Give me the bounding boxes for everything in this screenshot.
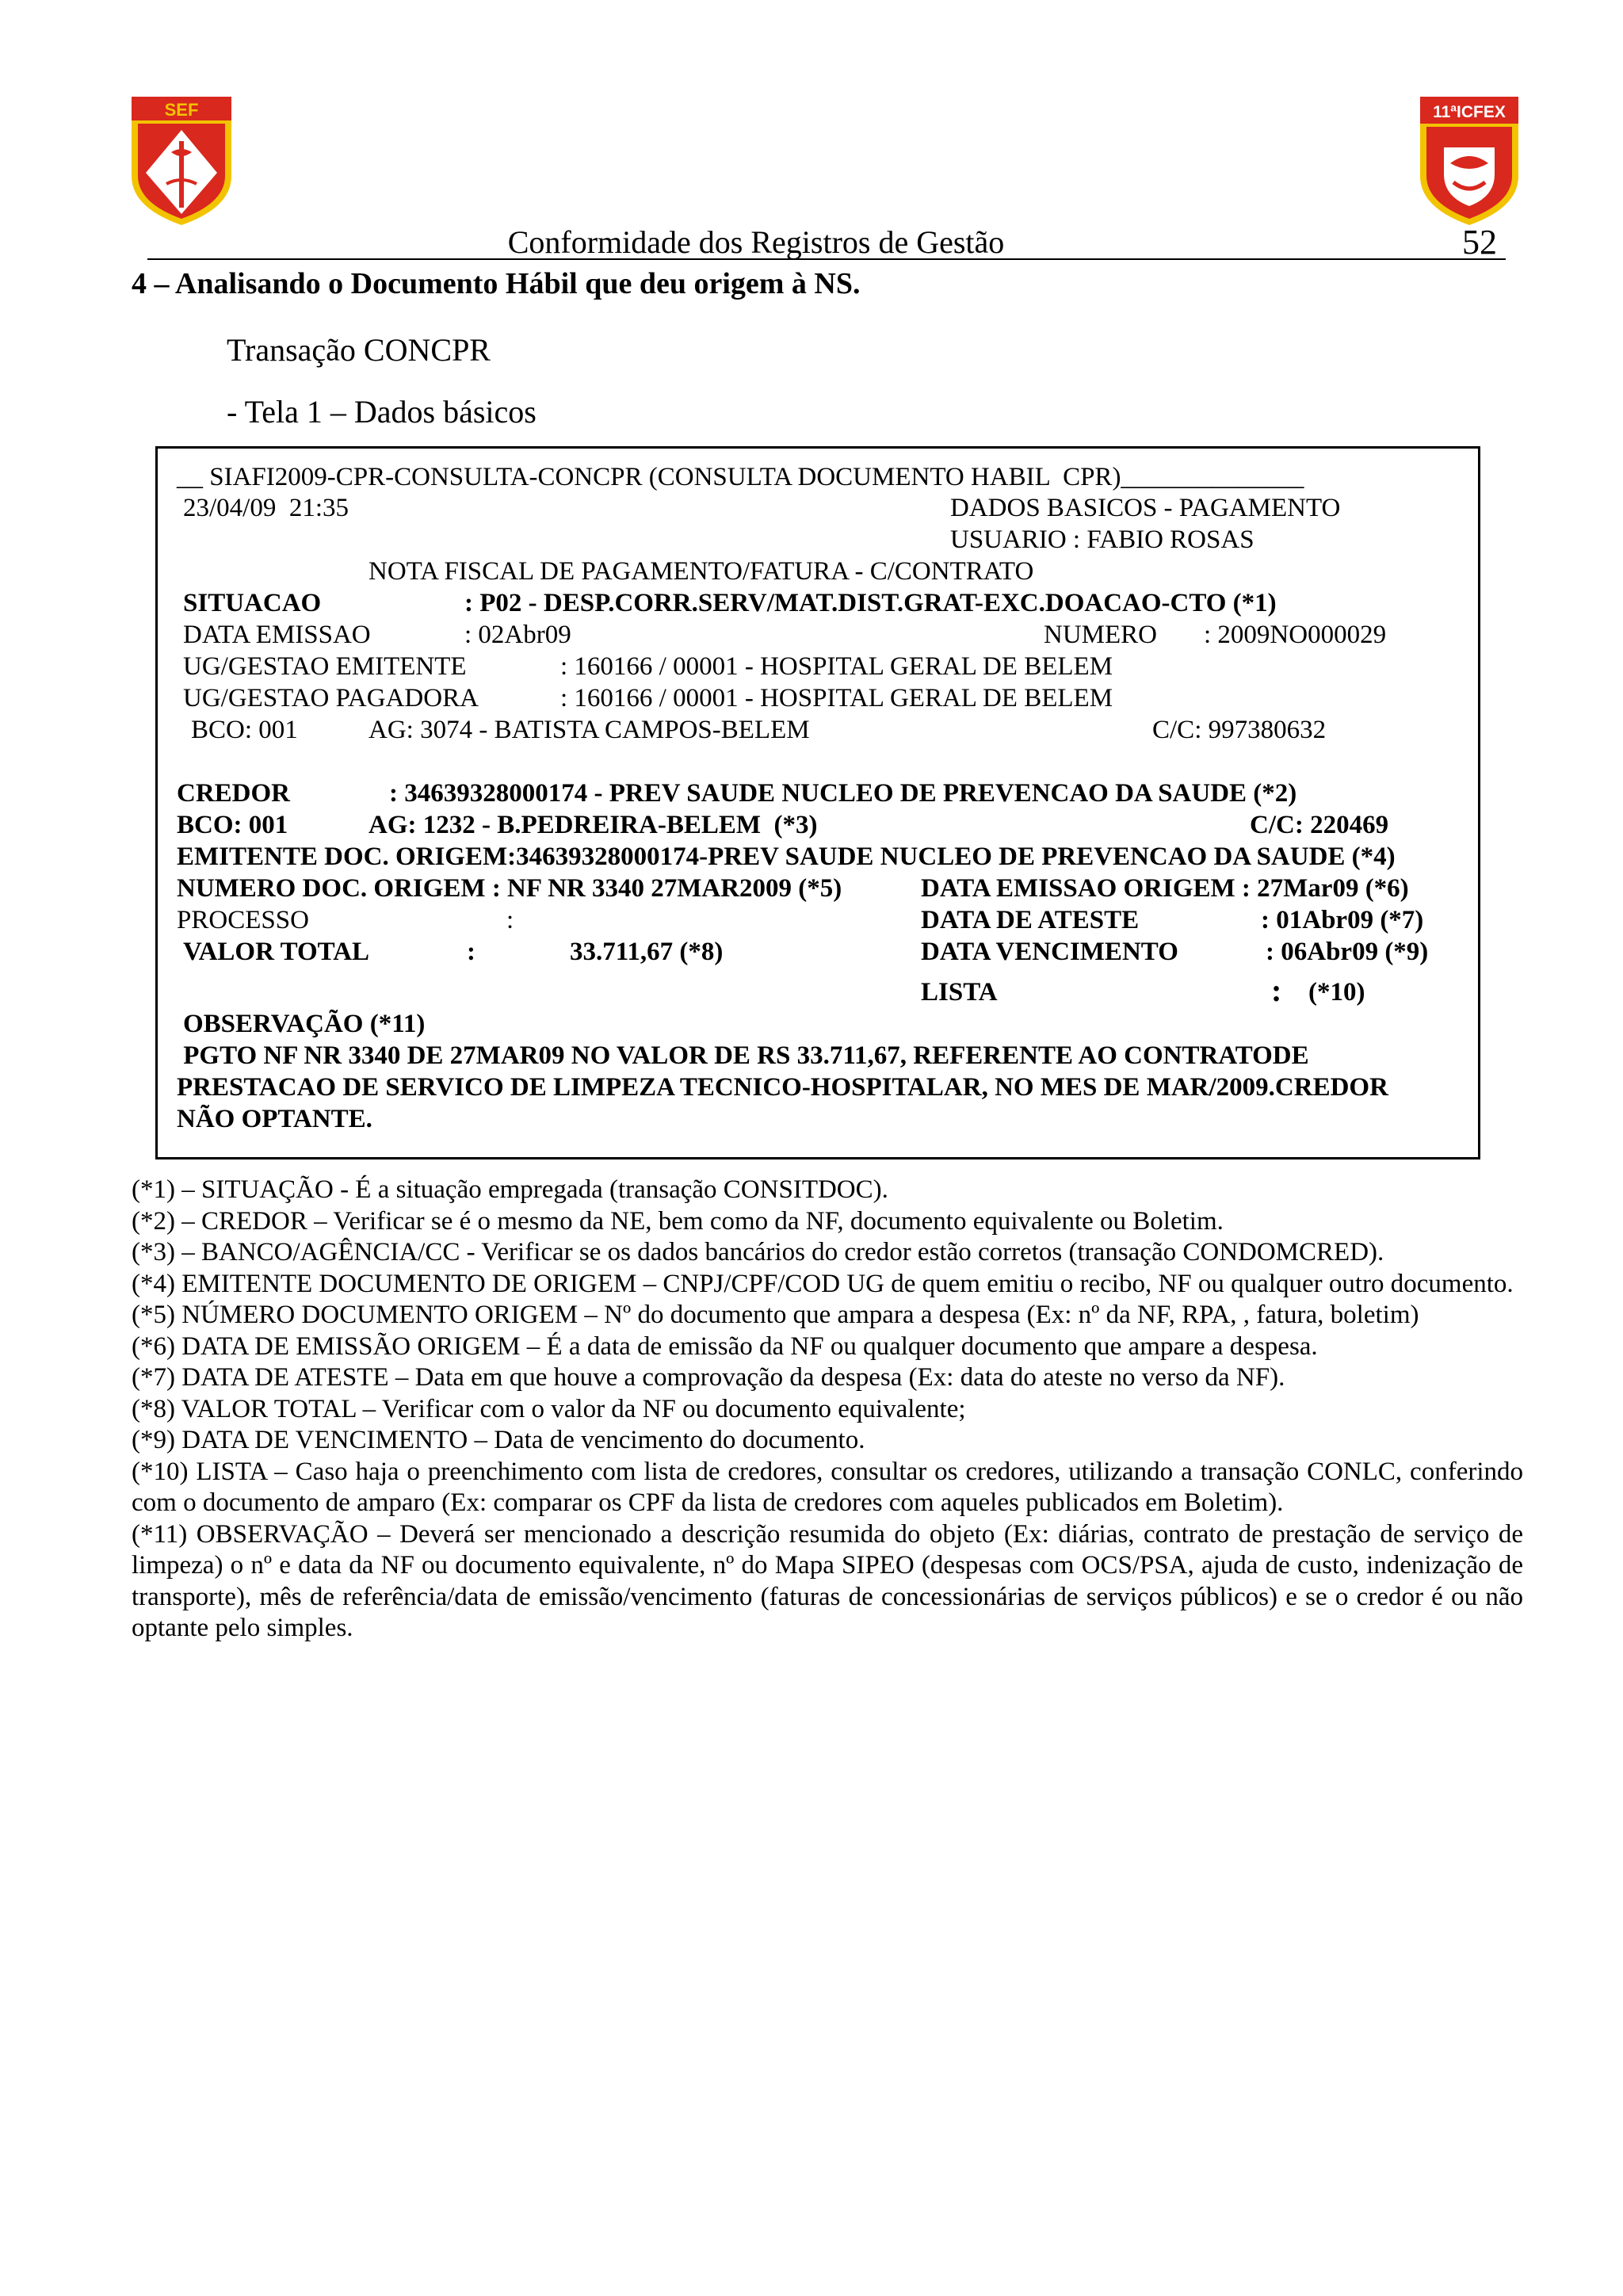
siafi-screen <box>155 446 1480 1159</box>
data-vencimento-value: : 06Abr09 (*9) <box>1266 938 1429 966</box>
lista-colon: : <box>1271 972 1282 1008</box>
bco-2: BCO: 001 <box>177 811 288 839</box>
header-rule <box>147 258 1506 260</box>
observacao-line-1: PGTO NF NR 3340 DE 27MAR09 NO VALOR DE RS 33.711,67, REFERENTE AO CONTRATODE <box>177 1041 1309 1070</box>
ug-pagadora-value: : 160166 / 00001 - HOSPITAL GERAL DE BELEM <box>560 684 1113 712</box>
valor-total-value: 33.711,67 (*8) <box>570 938 724 966</box>
valor-total-label: VALOR TOTAL <box>183 938 370 966</box>
numero-value: : 2009NO000029 <box>1204 621 1387 649</box>
ug-emitente-value: : 160166 / 00001 - HOSPITAL GERAL DE BELEM <box>560 652 1113 681</box>
screen-label: - Tela 1 – Dados básicos <box>227 394 537 430</box>
ag-1: AG: 3074 - BATISTA CAMPOS-BELEM <box>369 716 810 744</box>
note-1: (*1) – SITUAÇÃO - É a situação empregada (transação CONSITDOC). <box>132 1175 888 1204</box>
credor-label: CREDOR <box>177 779 291 808</box>
dados-basicos: DADOS BASICOS - PAGAMENTO <box>950 494 1341 522</box>
note-4: (*4) EMITENTE DOCUMENTO DE ORIGEM – CNPJ/CPF/COD UG de quem emitiu o recibo, NF ou qualquer outro documento. <box>132 1269 1514 1298</box>
cc-1: C/C: 997380632 <box>1152 716 1327 744</box>
page-number: 52 <box>1462 223 1497 262</box>
notes-list <box>132 1175 1523 1645</box>
credor-value: : 34639328000174 - PREV SAUDE NUCLEO DE PREVENCAO DA SAUDE (*2) <box>389 779 1297 808</box>
data-ateste-value: : 01Abr09 (*7) <box>1261 906 1424 934</box>
note-2: (*2) – CREDOR – Verificar se é o mesmo da NE, bem como da NF, documento equivalente ou Boletim. <box>132 1206 1224 1236</box>
note-7: (*7) DATA DE ATESTE – Data em que houve a comprovação da despesa (Ex: data do ateste no verso da NF). <box>132 1363 1285 1392</box>
screen-datetime: 23/04/09 21:35 <box>183 494 349 522</box>
data-ateste-label: DATA DE ATESTE <box>921 906 1140 934</box>
observacao-line-3: NÃO OPTANTE. <box>177 1105 372 1133</box>
icfex-crest-logo <box>1420 97 1518 225</box>
numero-label: NUMERO <box>1044 621 1158 649</box>
note-9: (*9) DATA DE VENCIMENTO – Data de vencimento do documento. <box>132 1426 865 1454</box>
transaction-label: Transação CONCPR <box>227 332 491 368</box>
note-5: (*5) NÚMERO DOCUMENTO ORIGEM – Nº do documento que ampara a despesa (Ex: nº da NF, RPA, , fatura, boletim) <box>132 1301 1419 1329</box>
lista-label: LISTA <box>921 978 998 1007</box>
situacao-label: SITUACAO <box>183 589 322 617</box>
cc-2: C/C: 220469 <box>1250 811 1389 839</box>
sef-crest-logo <box>132 97 231 225</box>
screen-title-line: __ SIAFI2009-CPR-CONSULTA-CONCPR (CONSULTA DOCUMENTO HABIL CPR)______________ <box>177 463 1304 491</box>
ag-2: AG: 1232 - B.PEDREIRA-BELEM (*3) <box>369 811 818 839</box>
situacao-value: : P02 - DESP.CORR.SERV/MAT.DIST.GRAT-EXC.DOACAO-CTO (*1) <box>464 589 1277 617</box>
numero-doc-origem: NUMERO DOC. ORIGEM : NF NR 3340 27MAR2009 (*5) <box>177 874 842 903</box>
data-vencimento-label: DATA VENCIMENTO <box>921 938 1178 966</box>
ug-emitente-label: UG/GESTAO EMITENTE <box>183 652 467 681</box>
data-emissao-origem: DATA EMISSAO ORIGEM : 27Mar09 (*6) <box>921 874 1409 903</box>
note-8: (*8) VALOR TOTAL – Verificar com o valor da NF ou documento equivalente; <box>132 1394 966 1423</box>
note-6: (*6) DATA DE EMISSÃO ORIGEM – É a data de emissão da NF ou qualquer documento que ampare a despesa. <box>132 1331 1318 1361</box>
bco-1: BCO: 001 <box>191 716 298 744</box>
lista-value: (*10) <box>1308 978 1365 1007</box>
data-emissao-label: DATA EMISSAO <box>183 621 371 649</box>
processo-colon: : <box>506 906 514 934</box>
usuario: USUARIO : FABIO ROSAS <box>950 525 1254 554</box>
svg-text:11ªICFEX: 11ªICFEX <box>1433 103 1506 121</box>
svg-text:SEF: SEF <box>164 100 199 120</box>
valor-total-colon: : <box>467 938 475 966</box>
ug-pagadora-label: UG/GESTAO PAGADORA <box>183 684 479 712</box>
emitente-doc-origem: EMITENTE DOC. ORIGEM:34639328000174-PREV SAUDE NUCLEO DE PREVENCAO DA SAUDE (*4) <box>177 842 1396 871</box>
header-title: Conformidade dos Registros de Gestão <box>507 224 1005 260</box>
note-3: (*3) – BANCO/AGÊNCIA/CC - Verificar se os dados bancários do credor estão corretos (transação CONDOMCRED). <box>132 1238 1384 1266</box>
section-title: 4 – Analisando o Documento Hábil que deu origem à NS. <box>132 267 861 300</box>
observacao-label: OBSERVAÇÃO (*11) <box>183 1010 426 1038</box>
note-11: (*11) OBSERVAÇÃO – Deverá ser mencionado a descrição resumida do objeto (Ex: diárias, contrato de prestação de serviço de limpeza) o nº e data da NF ou documento equivalente, nº do Mapa SIPEO (despesas com OCS/PSA, ajuda de custo, indenização de transporte), mês de referência/data de emissão/vencimento (faturas de concessionárias de serviços públicos) e se o credor é ou não optante pelo simples. <box>132 1519 1523 1642</box>
nota-fiscal-tipo: NOTA FISCAL DE PAGAMENTO/FATURA - C/CONTRATO <box>369 557 1034 586</box>
note-10: (*10) LISTA – Caso haja o preenchimento com lista de credores, consultar os credores, utilizando a transação CONLC, conferindo com o documento de amparo (Ex: comparar os CPF da lista de credores com aqueles publicados em Boletim). <box>132 1457 1523 1517</box>
processo-label: PROCESSO <box>177 906 309 934</box>
data-emissao-value: : 02Abr09 <box>464 621 571 649</box>
observacao-line-2: PRESTACAO DE SERVICO DE LIMPEZA TECNICO-HOSPITALAR, NO MES DE MAR/2009.CREDOR <box>177 1073 1388 1102</box>
